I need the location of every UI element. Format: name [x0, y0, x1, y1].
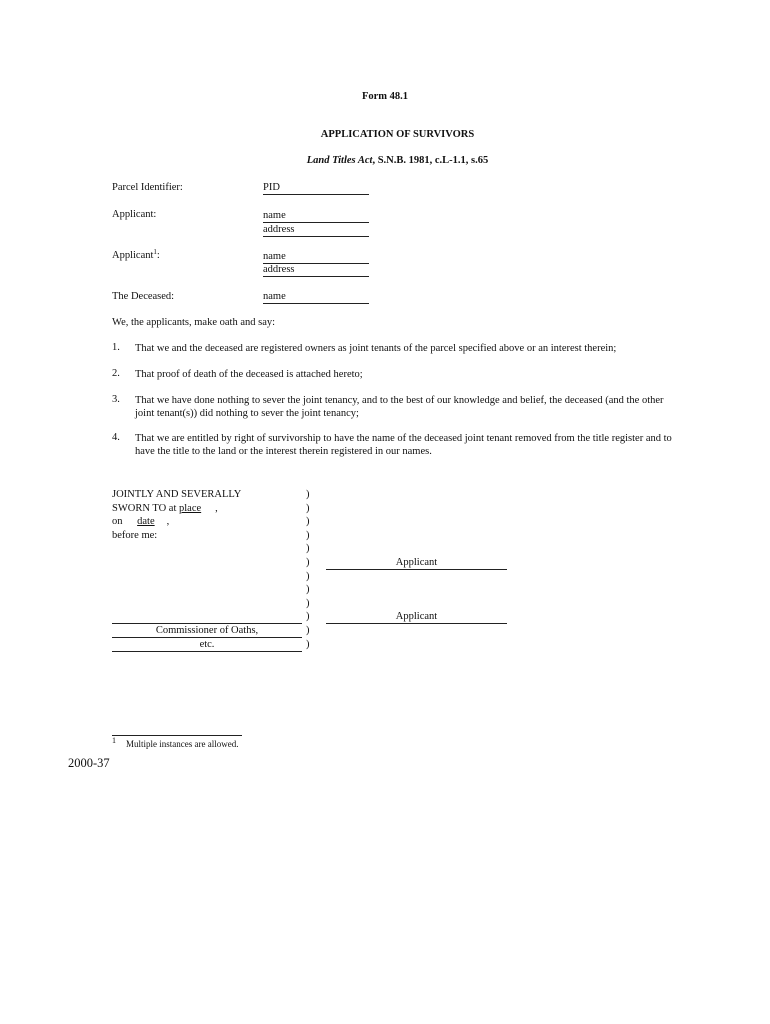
footnote-rule	[112, 735, 242, 736]
applicant-2-signature-line[interactable]: Applicant	[326, 610, 507, 624]
document-title: APPLICATION OF SURVIVORS	[320, 129, 475, 140]
bracket-mark: )	[306, 597, 310, 609]
bracket-mark: )	[306, 489, 310, 500]
paragraph-number: 3.	[112, 394, 120, 405]
applicant-name-field[interactable]: name	[263, 210, 369, 223]
jurat-line-4: before me:	[112, 529, 158, 541]
bracket-mark: )	[306, 543, 310, 555]
bracket-mark: )	[306, 584, 310, 596]
bracket-mark: )	[306, 624, 310, 636]
statute-citation	[0, 155, 770, 166]
bracket-mark: )	[306, 638, 310, 650]
jurat-line-1: JOINTLY AND SEVERALLY	[112, 489, 242, 500]
paragraph-text: That we and the deceased are registered owners as joint tenants of the parcel specified above or an interest therein;	[135, 343, 617, 354]
paragraph-text: That we are entitled by right of survivorship to have the name of the deceased joint tenant removed from the title register and to have the title to the land or the interest therein registered in our names.	[135, 433, 672, 457]
place-field[interactable]: place	[179, 502, 202, 514]
applicant-2-label-text: Applicant	[112, 250, 154, 261]
bracket-column	[306, 488, 310, 651]
bracket-mark: )	[306, 516, 310, 528]
bracket-mark: )	[306, 611, 310, 623]
form-number: Form 48.1	[361, 91, 409, 102]
deceased-name-field[interactable]: name	[263, 291, 369, 304]
applicant-2-colon: :	[156, 250, 160, 261]
applicant-label: Applicant:	[112, 209, 157, 220]
paragraph-text: That we have done nothing to sever the joint tenancy, and to the best of our knowledge and belief, the deceased (and the other joint tenant(s)) did nothing to sever the joint tenancy;	[135, 395, 664, 419]
jurat-block	[112, 488, 241, 542]
paragraph-number: 1.	[112, 342, 120, 353]
commissioner-title: Commissioner of Oaths,	[155, 625, 259, 636]
paragraph-number: 2.	[112, 368, 120, 379]
applicant-2-name-field[interactable]: name	[263, 251, 369, 264]
commissioner-etc: etc.	[199, 639, 215, 650]
deceased-label: The Deceased:	[112, 291, 175, 302]
jurat-comma: ,	[166, 516, 170, 528]
act-name: Land Titles Act	[306, 155, 373, 166]
jurat-comma: ,	[215, 502, 218, 514]
applicant-1-signature-line[interactable]: Applicant	[326, 556, 507, 570]
bracket-mark: )	[306, 502, 310, 514]
jurat-on-prefix: on	[112, 516, 126, 528]
jurat-sworn-prefix: SWORN TO at	[112, 502, 179, 514]
applicant-2-address-field[interactable]: address	[263, 264, 369, 277]
divider	[112, 651, 302, 652]
bracket-mark: )	[306, 570, 310, 582]
act-reference: , S.N.B. 1981, c.L-1.1, s.65	[372, 155, 489, 166]
oath-intro: We, the applicants, make oath and say:	[112, 317, 276, 328]
bracket-mark: )	[306, 556, 310, 568]
parcel-identifier-field[interactable]: PID	[263, 182, 369, 195]
bracket-mark: )	[306, 529, 310, 541]
footnote-text: Multiple instances are allowed.	[126, 739, 239, 749]
paragraph-number: 4.	[112, 432, 120, 443]
form-code: 2000-37	[68, 756, 110, 770]
footnote-marker: 1	[112, 736, 116, 745]
applicant-2-label	[112, 250, 160, 261]
date-field[interactable]: date	[137, 516, 155, 528]
parcel-identifier-label: Parcel Identifier:	[112, 182, 183, 193]
jurat-line-2	[112, 502, 241, 516]
applicant-address-field[interactable]: address	[263, 224, 369, 237]
footnote-ref: 1	[153, 248, 157, 256]
jurat-line-3	[112, 515, 241, 529]
paragraph-text: That proof of death of the deceased is attached hereto;	[135, 369, 363, 380]
